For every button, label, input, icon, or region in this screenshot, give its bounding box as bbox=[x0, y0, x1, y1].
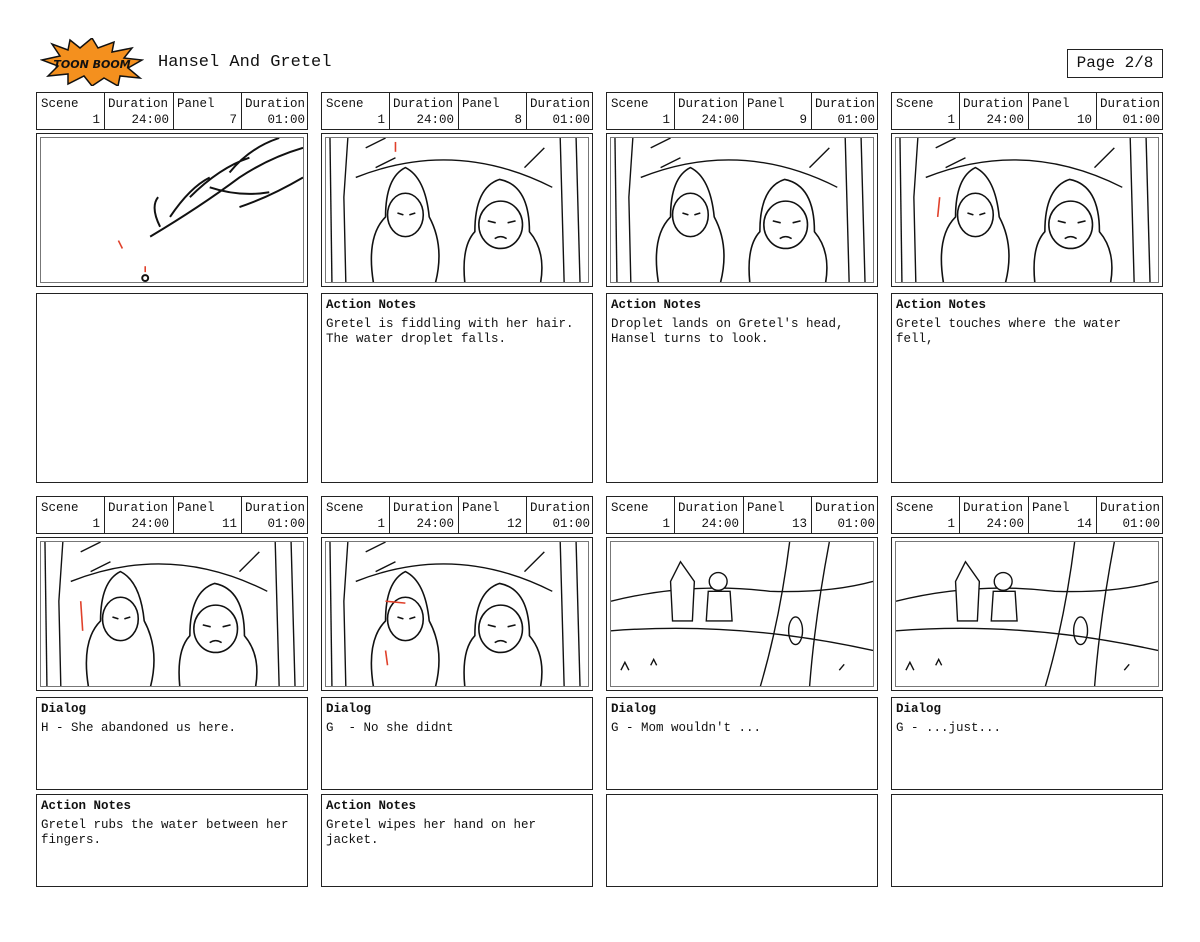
dialog-box bbox=[321, 697, 593, 790]
panel-cell bbox=[1028, 497, 1097, 533]
cell-value: 01:00 bbox=[1122, 517, 1160, 531]
cell-value: 11 bbox=[221, 517, 237, 531]
action-notes-text: Gretel touches where the water fell, bbox=[896, 317, 1129, 346]
panel-header bbox=[891, 92, 1163, 130]
cell-value: 1 bbox=[947, 517, 955, 531]
toon-boom-logo bbox=[40, 38, 144, 86]
cell-value: 24:00 bbox=[701, 517, 739, 531]
dialog-heading: Dialog bbox=[611, 702, 657, 716]
cell-label: Panel bbox=[747, 97, 785, 111]
panel-header bbox=[36, 496, 308, 534]
panel-cell bbox=[743, 93, 812, 129]
duration-cell bbox=[241, 497, 309, 533]
cell-label: Scene bbox=[611, 97, 649, 111]
scene-cell bbox=[892, 93, 960, 129]
cell-value: 01:00 bbox=[552, 517, 590, 531]
action-notes-box bbox=[606, 794, 878, 887]
cell-value: 1 bbox=[947, 113, 955, 127]
cell-label: Duration bbox=[393, 97, 454, 111]
duration-cell bbox=[959, 497, 1029, 533]
panel-header bbox=[321, 92, 593, 130]
cell-label: Scene bbox=[896, 97, 934, 111]
cell-value: 01:00 bbox=[1122, 113, 1160, 127]
scene-cell bbox=[37, 93, 105, 129]
action-notes-text: Gretel rubs the water between her fingers. bbox=[41, 818, 289, 847]
panel-cell bbox=[173, 93, 242, 129]
action-notes-heading: Action Notes bbox=[896, 298, 987, 312]
cell-label: Duration bbox=[1100, 97, 1161, 111]
action-notes-text: Gretel wipes her hand on her jacket. bbox=[326, 818, 544, 847]
cell-label: Scene bbox=[896, 501, 934, 515]
cell-label: Scene bbox=[611, 501, 649, 515]
scene-cell bbox=[37, 497, 105, 533]
cell-value: 8 bbox=[514, 113, 522, 127]
dialog-box bbox=[36, 697, 308, 790]
cell-label: Duration bbox=[1100, 501, 1161, 515]
cell-label: Panel bbox=[462, 97, 500, 111]
cell-value: 12 bbox=[506, 517, 522, 531]
cell-value: 01:00 bbox=[837, 113, 875, 127]
cell-label: Duration bbox=[815, 501, 876, 515]
dialog-heading: Dialog bbox=[41, 702, 87, 716]
cell-value: 24:00 bbox=[416, 517, 454, 531]
action-notes-box bbox=[891, 794, 1163, 887]
cell-value: 1 bbox=[92, 517, 100, 531]
cell-label: Panel bbox=[747, 501, 785, 515]
cell-value: 24:00 bbox=[986, 517, 1024, 531]
duration-cell bbox=[811, 93, 879, 129]
document-title: Hansel And Gretel bbox=[158, 53, 332, 72]
cell-label: Duration bbox=[393, 501, 454, 515]
dialog-heading: Dialog bbox=[326, 702, 372, 716]
panel-drawing bbox=[606, 133, 878, 287]
dialog-heading: Dialog bbox=[896, 702, 942, 716]
panel-drawing bbox=[891, 537, 1163, 691]
duration-cell bbox=[674, 93, 744, 129]
action-notes-box bbox=[321, 293, 593, 483]
scene-cell bbox=[607, 93, 675, 129]
panel-cell bbox=[173, 497, 242, 533]
cell-value: 01:00 bbox=[267, 113, 305, 127]
panel-drawing bbox=[891, 133, 1163, 287]
panel-header bbox=[321, 496, 593, 534]
duration-cell bbox=[389, 93, 459, 129]
cell-label: Duration bbox=[678, 97, 739, 111]
cell-label: Panel bbox=[1032, 501, 1070, 515]
panel-cell bbox=[458, 93, 527, 129]
action-notes-box bbox=[321, 794, 593, 887]
scene-cell bbox=[322, 497, 390, 533]
dialog-text: G - Mom wouldn't ... bbox=[611, 721, 762, 735]
cell-value: 7 bbox=[229, 113, 237, 127]
cell-value: 01:00 bbox=[267, 517, 305, 531]
panel-cell bbox=[1028, 93, 1097, 129]
cell-value: 9 bbox=[799, 113, 807, 127]
cell-value: 10 bbox=[1076, 113, 1092, 127]
duration-cell bbox=[389, 497, 459, 533]
action-notes-heading: Action Notes bbox=[611, 298, 702, 312]
cell-label: Duration bbox=[963, 97, 1024, 111]
cell-value: 24:00 bbox=[986, 113, 1024, 127]
cell-value: 24:00 bbox=[131, 517, 169, 531]
cell-label: Duration bbox=[108, 97, 169, 111]
action-notes-box bbox=[606, 293, 878, 483]
scene-cell bbox=[322, 93, 390, 129]
panel-drawing bbox=[321, 537, 593, 691]
cell-value: 01:00 bbox=[837, 517, 875, 531]
panel-cell bbox=[458, 497, 527, 533]
scene-cell bbox=[607, 497, 675, 533]
panel-drawing bbox=[36, 537, 308, 691]
action-notes-box bbox=[891, 293, 1163, 483]
panel-cell bbox=[743, 497, 812, 533]
cell-label: Panel bbox=[1032, 97, 1070, 111]
dialog-box bbox=[891, 697, 1163, 790]
action-notes-heading: Action Notes bbox=[326, 799, 417, 813]
duration-cell bbox=[241, 93, 309, 129]
panel-header bbox=[36, 92, 308, 130]
action-notes-heading: Action Notes bbox=[326, 298, 417, 312]
action-notes-text: Droplet lands on Gretel's head, Hansel turns to look. bbox=[611, 317, 844, 346]
cell-label: Scene bbox=[41, 97, 79, 111]
action-notes-box bbox=[36, 794, 308, 887]
cell-value: 01:00 bbox=[552, 113, 590, 127]
duration-cell bbox=[811, 497, 879, 533]
cell-label: Duration bbox=[245, 501, 306, 515]
cell-label: Panel bbox=[462, 501, 500, 515]
action-notes-heading: Action Notes bbox=[41, 799, 132, 813]
dialog-text: G - ...just... bbox=[896, 721, 1002, 735]
panel-drawing bbox=[606, 537, 878, 691]
cell-label: Duration bbox=[530, 97, 591, 111]
action-notes-box bbox=[36, 293, 308, 483]
cell-label: Duration bbox=[245, 97, 306, 111]
scene-cell bbox=[892, 497, 960, 533]
cell-label: Panel bbox=[177, 501, 215, 515]
dialog-text: H - She abandoned us here. bbox=[41, 721, 237, 735]
action-notes-text: Gretel is fiddling with her hair. The water droplet falls. bbox=[326, 317, 574, 346]
duration-cell bbox=[104, 497, 174, 533]
duration-cell bbox=[674, 497, 744, 533]
dialog-box bbox=[606, 697, 878, 790]
cell-value: 24:00 bbox=[416, 113, 454, 127]
cell-label: Duration bbox=[963, 501, 1024, 515]
cell-value: 1 bbox=[92, 113, 100, 127]
cell-value: 1 bbox=[662, 113, 670, 127]
cell-label: Duration bbox=[108, 501, 169, 515]
svg-text:TOON BOOM: TOON BOOM bbox=[53, 58, 131, 71]
page-indicator: Page 2/8 bbox=[1067, 49, 1163, 78]
dialog-text: G - No she didnt bbox=[326, 721, 454, 735]
cell-value: 1 bbox=[377, 517, 385, 531]
duration-cell bbox=[526, 93, 594, 129]
cell-value: 24:00 bbox=[131, 113, 169, 127]
cell-value: 13 bbox=[791, 517, 807, 531]
panel-header bbox=[606, 92, 878, 130]
cell-label: Scene bbox=[326, 97, 364, 111]
duration-cell bbox=[104, 93, 174, 129]
panel-header bbox=[606, 496, 878, 534]
duration-cell bbox=[526, 497, 594, 533]
cell-label: Scene bbox=[41, 501, 79, 515]
duration-cell bbox=[1096, 497, 1164, 533]
panel-drawing bbox=[321, 133, 593, 287]
duration-cell bbox=[959, 93, 1029, 129]
cell-label: Duration bbox=[530, 501, 591, 515]
cell-label: Scene bbox=[326, 501, 364, 515]
cell-value: 1 bbox=[377, 113, 385, 127]
panel-header bbox=[891, 496, 1163, 534]
cell-value: 24:00 bbox=[701, 113, 739, 127]
cell-label: Panel bbox=[177, 97, 215, 111]
cell-value: 1 bbox=[662, 517, 670, 531]
cell-label: Duration bbox=[815, 97, 876, 111]
cell-label: Duration bbox=[678, 501, 739, 515]
panel-drawing bbox=[36, 133, 308, 287]
cell-value: 14 bbox=[1076, 517, 1092, 531]
duration-cell bbox=[1096, 93, 1164, 129]
